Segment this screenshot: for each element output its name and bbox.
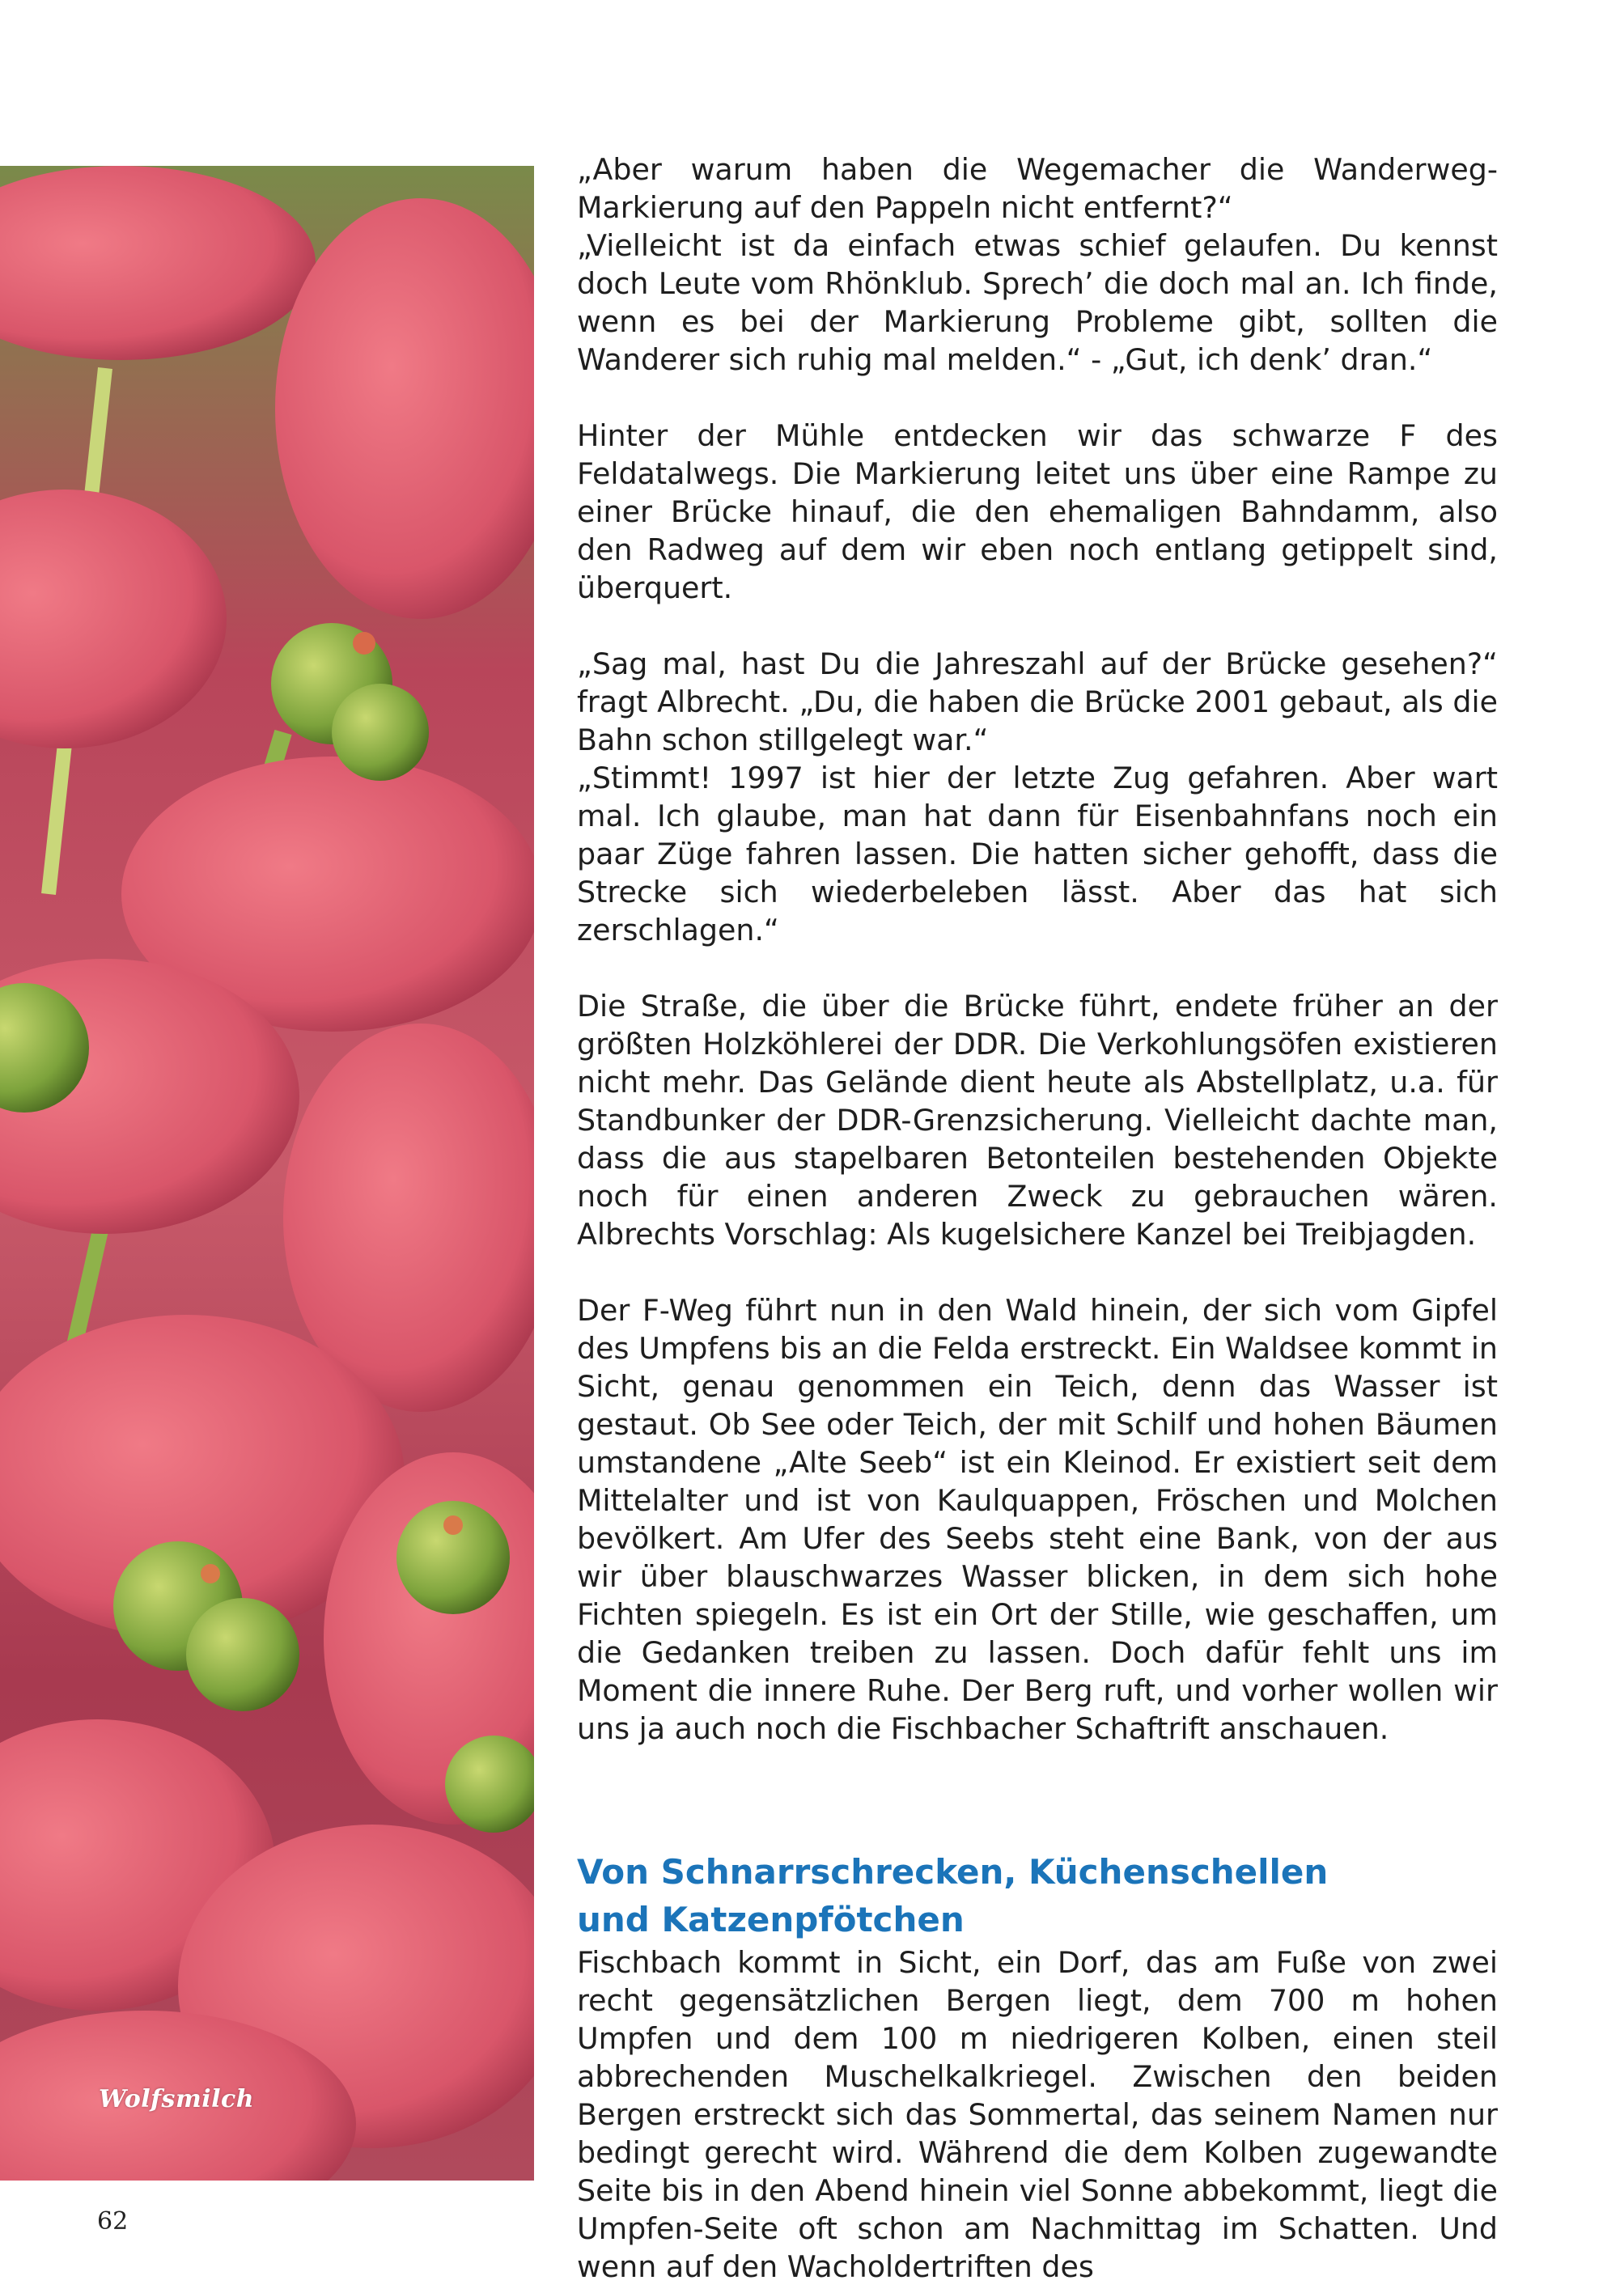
- article-text: [577, 150, 1498, 2286]
- paragraph: „Aber warum haben die Wegemacher die Wanderweg-Markierung auf den Pappeln nicht entfernt?“: [577, 152, 1498, 225]
- euphorbia-flower-icon: [0, 166, 534, 2181]
- paragraph: Hinter der Mühle entdecken wir das schwarze F des Feldatalwegs. Die Markierung leitet uns über eine Rampe zu einer Brücke hinauf, die den ehemaligen Bahndamm, also den Radweg auf dem wir eben noch entlang getippelt sind, überquert.: [577, 418, 1498, 605]
- photo-caption: Wolfsmilch: [99, 2085, 255, 2113]
- paragraph: „Sag mal, hast Du die Jahreszahl auf der Brücke gesehen?“ fragt Albrecht. „Du, die haben die Brücke 2001 gebaut, als die Bahn schon stillgelegt war.“: [577, 646, 1498, 757]
- section-heading-line-1: Von Schnarrschrecken, Küchenschellen: [577, 1852, 1329, 1892]
- section-heading-line-2: und Katzenpfötchen: [577, 1900, 965, 1939]
- paragraph: Fischbach kommt in Sicht, ein Dorf, das am Fuße von zwei recht gegensätzlichen Bergen liegt, dem 700 m hohen Umpfen und dem 100 m niedrigeren Kolben, einen steil abbrechenden Muschelkalkriegel. Zwischen den beiden Bergen erstreckt sich das Sommertal, das seinem Namen nur bedingt gerecht wird. Während die dem Kolben zugewandte Seite bis in den Abend hinein viel Sonne abbekommt, liegt die Umpfen-Seite oft schon am Nachmittag im Schatten. Und wenn auf den Wacholdertriften des: [577, 1945, 1498, 2284]
- page-number: 62: [97, 2207, 129, 2236]
- flower-photo: [0, 166, 534, 2181]
- section-heading: [577, 1848, 1498, 1943]
- paragraph: Die Straße, die über die Brücke führt, endete früher an der größten Holzköhlerei der DDR. Die Verkohlungsöfen existieren nicht mehr. Das Gelände dient heute als Abstellplatz, u.a. für Standbunker der DDR-Grenzsicherung. Vielleicht dachte man, dass die aus stapelbaren Betonteilen bestehenden Objekte noch für einen anderen Zweck zu gebrauchen wären. Albrechts Vorschlag: Als kugelsichere Kanzel bei Treibjagden.: [577, 989, 1498, 1252]
- paragraph: Der F-Weg führt nun in den Wald hinein, der sich vom Gipfel des Umpfens bis an die Felda erstreckt. Ein Waldsee kommt in Sicht, genau genommen ein Teich, denn das Wasser ist gestaut. Ob See oder Teich, der mit Schilf und hohen Bäumen umstandene „Alte Seeb“ ist ein Kleinod. Er existiert seit dem Mittelalter und ist von Kaulquappen, Fröschen und Molchen bevölkert. Am Ufer des Seebs steht eine Bank, von der aus wir über blauschwarzes Wasser blicken, in dem sich hohe Fichten spiegeln. Es ist ein Ort der Stille, wie geschaffen, um die Gedanken treiben zu lassen. Doch dafür fehlt uns im Moment die innere Ruhe. Der Berg ruft, und vorher wollen wir uns ja auch noch die Fischbacher Schaftrift anschauen.: [577, 1293, 1498, 1746]
- paragraph: „Stimmt! 1997 ist hier der letzte Zug gefahren. Aber wart mal. Ich glaube, man hat dann für Eisenbahnfans noch ein paar Züge fahren lassen. Die hatten sicher gehofft, dass die Strecke sich wiederbeleben lässt. Aber das hat sich zerschlagen.“: [577, 761, 1498, 947]
- paragraph: „Vielleicht ist da einfach etwas schief gelaufen. Du kennst doch Leute vom Rhönklub. Sprech’ die doch mal an. Ich finde, wenn es bei der Markierung Probleme gibt, sollten die Wanderer sich ruhig mal melden.“ - „Gut, ich denk’ dran.“: [577, 228, 1498, 377]
